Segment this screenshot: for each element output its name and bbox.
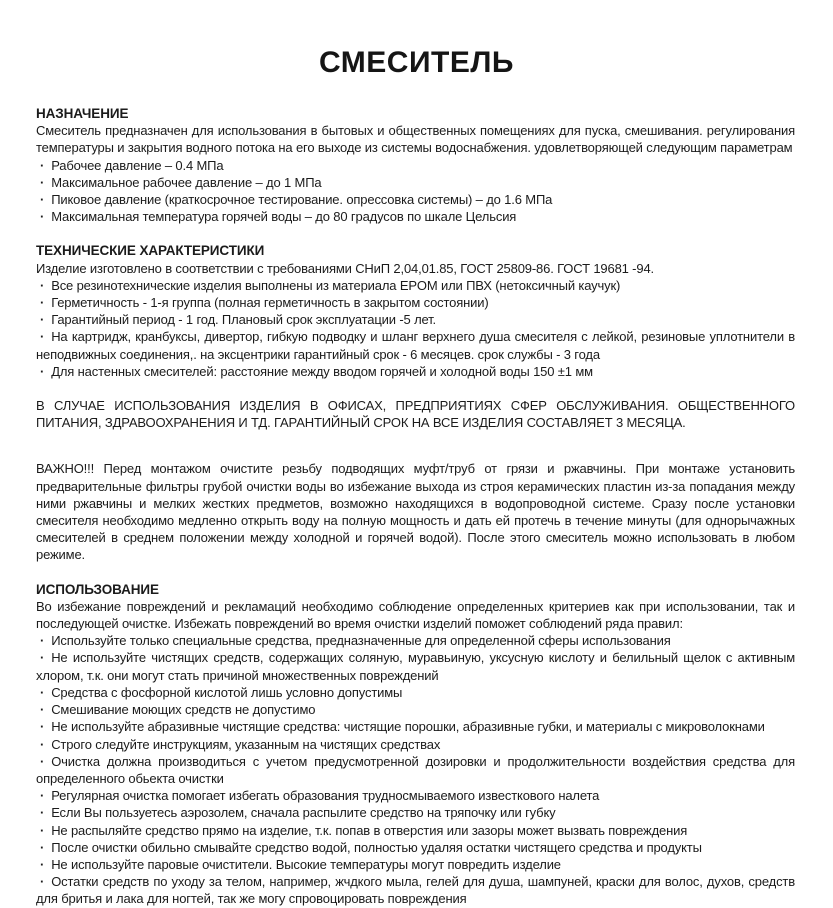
specs-intro: Изделие изготовлено в соответствии с требованиями СНиП 2,04,01.85, ГОСТ 25809-86. ГОСТ 19681 -94. [36,260,654,276]
bullet-text: Максимальное рабочее давление – до 1 МПа [51,174,322,190]
bullet-dot-icon: · [40,157,45,173]
usage-bullet [36,632,795,649]
usage-bullet [36,684,795,701]
important-notice: ВАЖНО!!! Перед монтажом очистите резьбу подводящих муфт/труб от грязи и ржавчины. При монтаже установить предварительные фильтры грубой очистки воды во избежание выхода из строя керамических пластин из-за попадания между ними ржавчины и мелких жестких предметов, возможно находящихся в водопроводной системе. Сразу после установки смесителя необходимо медленно открыть воду на полную мощность и дать ей протечь в течение минуты (для однорычажных смесителей в среднем положении между холодной и горячей водой). После этого смеситель можно использовать в любом режиме. [36,461,795,563]
office-warranty-notice: В СЛУЧАЕ ИСПОЛЬЗОВАНИЯ ИЗДЕЛИЯ В ОФИСАХ, ПРЕДПРИЯТИЯХ СФЕР ОБСЛУЖИВАНИЯ. ОБЩЕСТВЕННОГО ПИТАНИЯ, ЗДРАВООХРАНЕНИЯ И ТД. ГАРАНТИЙНЫЙ СРОК НА ВСЕ ИЗДЕЛИЯ СОСТАВЛЯЕТ 3 МЕСЯЦА. [36,398,795,431]
bullet-dot-icon: · [40,874,45,890]
bullet-dot-icon: · [40,839,45,855]
purpose-bullet [36,157,795,174]
section-usage [36,581,795,908]
usage-bullet [36,753,795,787]
purpose-intro: Смеситель предназначен для использования в бытовых и общественных помещениях для пуска, смешивания. регулирования температуры и закрытия водного потока на его выходе из системы водоснабжения. удовлетворяющей следующим параметрам [36,123,795,156]
usage-bullet [36,736,795,753]
bullet-dot-icon: · [40,209,45,225]
bullet-text: Рабочее давление – 0.4 МПа [51,157,224,173]
specs-bullet [36,311,795,328]
bullet-text: Для настенных смесителей: расстояние между вводом горячей и холодной воды 150 ±1 мм [51,363,593,379]
bullet-dot-icon: · [40,805,45,821]
usage-bullet [36,718,795,735]
bullet-dot-icon: · [40,363,45,379]
usage-intro: Во избежание повреждений и рекламаций необходимо соблюдение определенных критериев как при использовании, так и последующей очистке. Избежать повреждений во время очистки изделий поможет соблюдений ряда правил: [36,598,795,632]
bullet-text: Максимальная температура горячей воды – до 80 градусов по шкале Цельсия [51,209,517,225]
document-title: СМЕСИТЕЛЬ [319,46,514,79]
bullet-text: Пиковое давление (краткосрочное тестирование. опрессовка системы) – до 1.6 МПа [51,192,553,208]
bullet-dot-icon: · [40,788,45,804]
purpose-heading: НАЗНАЧЕНИЕ [36,106,129,121]
specs-bullet [36,328,795,362]
bullet-dot-icon: · [40,277,45,293]
document-content [0,105,833,908]
bullet-text: Строго следуйте инструкциям, указанным на чистящих средствах [51,736,441,752]
bullet-dot-icon: · [40,192,45,208]
section-purpose [36,105,795,225]
bullet-text: Не используйте абразивные чистящие средства: чистящие порошки, абразивные губки, и материалы с микроволокнами [51,719,765,735]
bullet-text: Остатки средств по уходу за телом, например, жчдкого мыла, гелей для душа, шампуней, краски для волос, духов, средств для бритья и лака для ногтей, так же могу спровоцировать повреждения [36,874,795,907]
usage-bullet [36,856,795,873]
bullet-text: Используйте только специальные средства, предназначенные для определенной сферы использования [51,633,671,649]
bullet-text: Регулярная очистка помогает избегать образования трудносмываемого известкового налета [51,788,600,804]
bullet-text: После очистки обильно смывайте средство водой, полностью удаляя остатки чистящего средства и продукты [51,839,702,855]
bullet-dot-icon: · [40,295,45,311]
specs-bullet [36,294,795,311]
usage-bullet [36,804,795,821]
bullet-dot-icon: · [40,702,45,718]
bullet-dot-icon: · [40,633,45,649]
purpose-bullet [36,208,795,225]
bullet-text: На картридж, кранбуксы, дивертор, гибкую подводку и шланг верхнего душа смесителя с лейкой, резиновые уплотнители в неподвижных соединения,. на эксцентрики гарантийный срок - 6 месяцев. срок службы - 3 года [36,329,795,362]
bullet-text: Не используйте чистящих средств, содержащих соляную, муравьиную, уксусную кислоту и белильный щелок с активным хлором, т.к. они могут стать причиной множественных повреждений [36,650,795,683]
usage-heading: ИСПОЛЬЗОВАНИЕ [36,581,159,597]
bullet-text: Смешивание моющих средств не допустимо [51,702,316,718]
bullet-dot-icon: · [40,753,45,769]
bullet-text: Если Вы пользуетесь аэрозолем, сначала распылите средство на тряпочку или губку [51,805,556,821]
bullet-dot-icon: · [40,684,45,700]
usage-bullet [36,787,795,804]
usage-bullet [36,701,795,718]
bullet-text: Не распыляйте средство прямо на изделие, т.к. попав в отверстия или зазоры может вызвать повреждения [51,822,688,838]
bullet-text: Средства с фосфорной кислотой лишь условно допустимы [51,684,403,700]
bullet-dot-icon: · [40,822,45,838]
purpose-bullet [36,191,795,208]
usage-bullet [36,822,795,839]
bullet-text: Все резинотехнические изделия выполнены из материала EPOM или ПВХ (нетоксичный каучук) [51,277,621,293]
section-specs [36,242,795,380]
usage-bullet [36,839,795,856]
bullet-dot-icon: · [40,650,45,666]
specs-bullet [36,277,795,294]
bullet-dot-icon: · [40,329,45,345]
bullet-text: Не используйте паровые очистители. Высокие температуры могут повредить изделие [51,856,561,872]
bullet-dot-icon: · [40,736,45,752]
usage-bullet [36,873,795,907]
bullet-dot-icon: · [40,174,45,190]
bullet-text: Очистка должна производиться с учетом предусмотренной дозировки и продолжительности воздействия средства для определенного обьекта очистки [36,753,795,786]
bullet-dot-icon: · [40,312,45,328]
bullet-text: Герметичность - 1-я группа (полная герметичность в закрытом состоянии) [51,295,489,311]
bullet-dot-icon: · [40,856,45,872]
specs-heading: ТЕХНИЧЕСКИЕ ХАРАКТЕРИСТИКИ [36,243,265,259]
purpose-bullet [36,174,795,191]
specs-bullet [36,363,795,380]
usage-bullet [36,649,795,683]
bullet-dot-icon: · [40,719,45,735]
bullet-text: Гарантийный период - 1 год. Плановый срок эксплуатации -5 лет. [51,312,436,328]
